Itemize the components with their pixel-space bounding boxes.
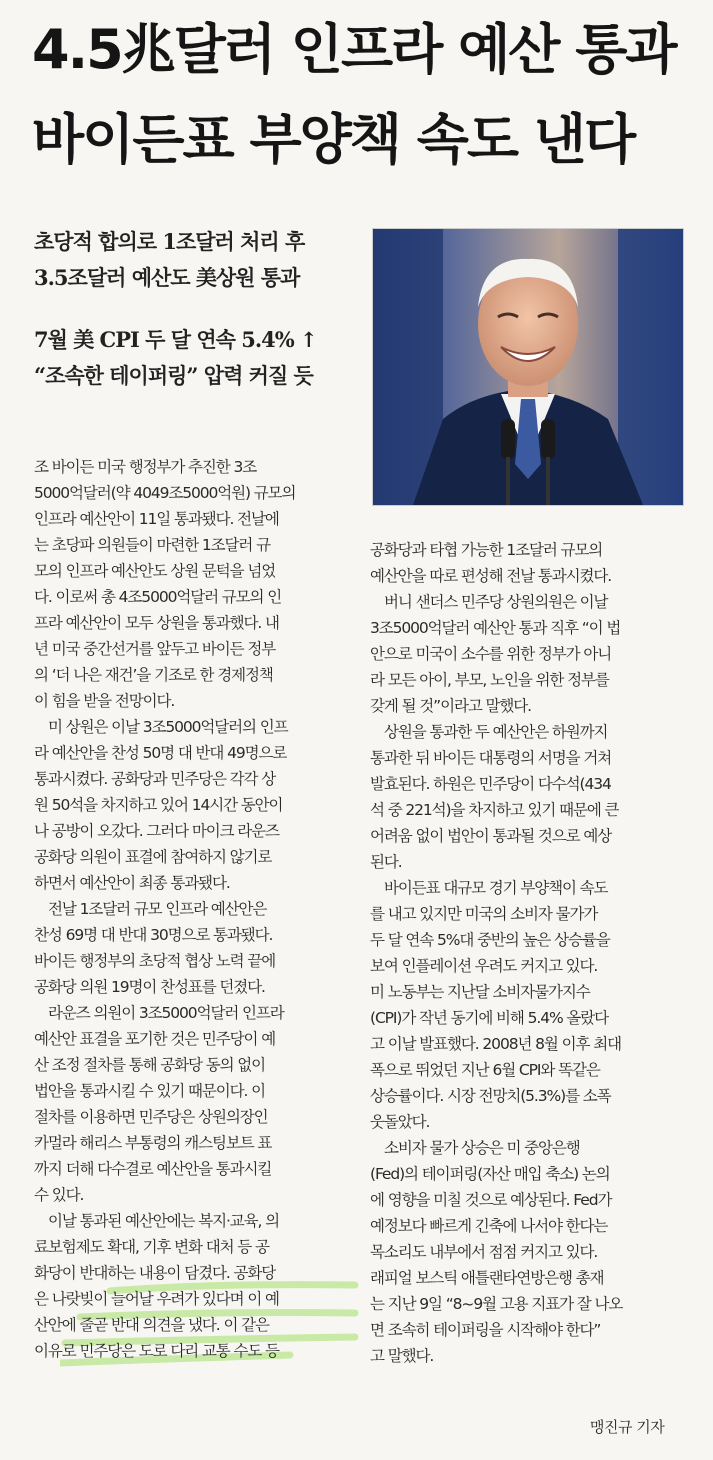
body-line: 래피얼 보스틱 애틀랜타연방은행 총재 [370,1269,604,1287]
body-line: 는 지난 9일 “8~9월 고용 지표가 잘 나오 [370,1295,623,1313]
subhead-1 [34,224,352,296]
body-line: 공화당과 타협 가능한 1조달러 규모의 [370,541,603,559]
body-line: 폭으로 뛰었던 지난 6월 CPI와 똑같은 [370,1061,600,1079]
body-line: 찬성 69명 대 반대 30명으로 통과됐다. [34,926,273,944]
body-line: 다. 이로써 총 4조5000억달러 규모의 인 [34,588,282,606]
body-line: 고 말했다. [370,1347,434,1365]
body-line: 3조5000억달러 예산안 통과 직후 “이 법 [370,619,621,637]
body-line: 석 중 221석)을 차지하고 있기 때문에 큰 [370,801,619,819]
body-line: 은 나랏빚이 늘어날 우려가 있다며 이 예 [34,1290,279,1308]
body-line: 바이든 행정부의 초당적 협상 노력 끝에 [34,952,276,970]
subhead-2-line-2: “조속한 테이퍼링” 압력 커질 듯 [34,363,313,388]
body-line: 법안을 통과시킬 수 있기 때문이다. 이 [34,1082,266,1100]
body-line: 목소리도 내부에서 점점 커지고 있다. [370,1243,598,1261]
article-photo [372,228,684,506]
body-line: 공화당 의원이 표결에 참여하지 않기로 [34,848,272,866]
body-line: 웃돌았다. [370,1113,430,1131]
body-line: 년 미국 중간선거를 앞두고 바이든 정부 [34,640,276,658]
body-line: 모의 인프라 예산안도 상원 문턱을 넘었 [34,562,276,580]
body-line: 나 공방이 오갔다. 그러다 마이크 라운즈 [34,822,279,840]
body-line: 어려움 없이 법안이 통과될 것으로 예상 [370,827,612,845]
headline-line-2: 바이든표 부양책 속도 낸다 [32,108,635,171]
article-body-left-column [34,454,352,1364]
body-line: 된다. [370,853,402,871]
subhead-2-line-1: 7월 美 CPI 두 달 연속 5.4% ↑ [34,327,317,352]
body-line: 인프라 예산안이 11일 통과됐다. 전날에 [34,510,279,528]
body-line: 발효된다. 하원은 민주당이 다수석(434 [370,775,611,793]
body-line: 면 조속히 테이퍼링을 시작해야 한다” [370,1321,601,1339]
body-line: 이 힘을 받을 전망이다. [34,692,175,710]
body-line: 안으로 미국이 소수를 위한 정부가 아니 [370,645,612,663]
body-line: 라 예산안을 찬성 50명 대 반대 49명으로 [34,744,287,762]
body-line: 하면서 예산안이 최종 통과됐다. [34,874,230,892]
body-line: 절차를 이용하면 민주당은 상원의장인 [34,1108,268,1126]
subhead-1-line-1: 초당적 합의로 1조달러 처리 후 [34,229,305,254]
body-line: 조 바이든 미국 행정부가 추진한 3조 [34,458,257,476]
body-line: 갖게 될 것”이라고 말했다. [370,697,531,715]
body-line: 산안에 줄곧 반대 의견을 냈다. 이 같은 [34,1316,269,1334]
body-line: 통과시켰다. 공화당과 민주당은 각각 상 [34,770,276,788]
byline: 맹진규 기자 [590,1418,665,1436]
body-line: 미 상원은 이날 3조5000억달러의 인프 [48,718,288,736]
body-line: 미 노동부는 지난달 소비자물가지수 [370,983,590,1001]
body-line: 라운즈 의원이 3조5000억달러 인프라 [48,1004,284,1022]
article-body-right-column [370,537,684,1369]
body-line: 에 영향을 미칠 것으로 예상된다. Fed가 [370,1191,612,1209]
body-line: 라 모든 아이, 부모, 노인을 위한 정부를 [370,671,609,689]
body-line: 통과한 뒤 바이든 대통령의 서명을 거쳐 [370,749,612,767]
body-line: 예산안 표결을 포기한 것은 민주당이 예 [34,1030,276,1048]
body-line: 카멀라 해리스 부통령의 캐스팅보트 표 [34,1134,272,1152]
body-line: 수 있다. [34,1186,84,1204]
body-line: 료보험제도 확대, 기후 변화 대처 등 공 [34,1238,269,1256]
headline-line-1: 4.5兆달러 인프라 예산 통과 [32,18,676,81]
body-line: 예정보다 빠르게 긴축에 나서야 한다는 [370,1217,608,1235]
body-line: 이날 통과된 예산안에는 복지·교육, 의 [48,1212,280,1230]
subhead-2 [34,322,352,394]
body-line: 보여 인플레이션 우려도 커지고 있다. [370,957,598,975]
body-line: 바이든표 대규모 경기 부양책이 속도 [384,879,608,897]
body-line: 산 조정 절차를 통해 공화당 동의 없이 [34,1056,266,1074]
body-line: 이유로 민주당은 도로 다리 교통 수도 등 [34,1342,279,1360]
body-line: 화당이 반대하는 내용이 담겼다. 공화당 [34,1264,276,1282]
body-line: 프라 예산안이 모두 상원을 통과했다. 내 [34,614,279,632]
body-line: 전날 1조달러 규모 인프라 예산안은 [48,900,267,918]
body-line: 상승률이다. 시장 전망치(5.3%)를 소폭 [370,1087,611,1105]
body-line: 의 ‘더 나은 재건’을 기조로 한 경제정책 [34,666,273,684]
body-line: 원 50석을 차지하고 있어 14시간 동안이 [34,796,283,814]
body-line: 까지 더해 다수결로 예산안을 통과시킬 [34,1160,272,1178]
body-line: 고 이날 발표했다. 2008년 8월 이후 최대 [370,1035,621,1053]
body-line: 공화당 의원 19명이 찬성표를 던졌다. [34,978,265,996]
body-line: (CPI)가 작년 동기에 비해 5.4% 올랐다 [370,1009,609,1027]
body-line: 는 초당파 의원들이 마련한 1조달러 규 [34,536,270,554]
subhead-1-line-2: 3.5조달러 예산도 美상원 통과 [34,265,300,290]
body-line: (Fed)의 테이퍼링(자산 매입 축소) 논의 [370,1165,610,1183]
body-line: 두 달 연속 5%대 중반의 높은 상승률을 [370,931,610,949]
body-line: 예산안을 따로 편성해 전날 통과시켰다. [370,567,612,585]
body-line: 상원을 통과한 두 예산안은 하원까지 [384,723,608,741]
portrait-illustration [373,229,683,505]
body-line: 버니 샌더스 민주당 상원의원은 이날 [384,593,608,611]
body-line: 소비자 물가 상승은 미 중앙은행 [384,1139,580,1157]
body-line: 를 내고 있지만 미국의 소비자 물가가 [370,905,598,923]
body-line: 5000억달러(약 4049조5000억원) 규모의 [34,484,296,502]
